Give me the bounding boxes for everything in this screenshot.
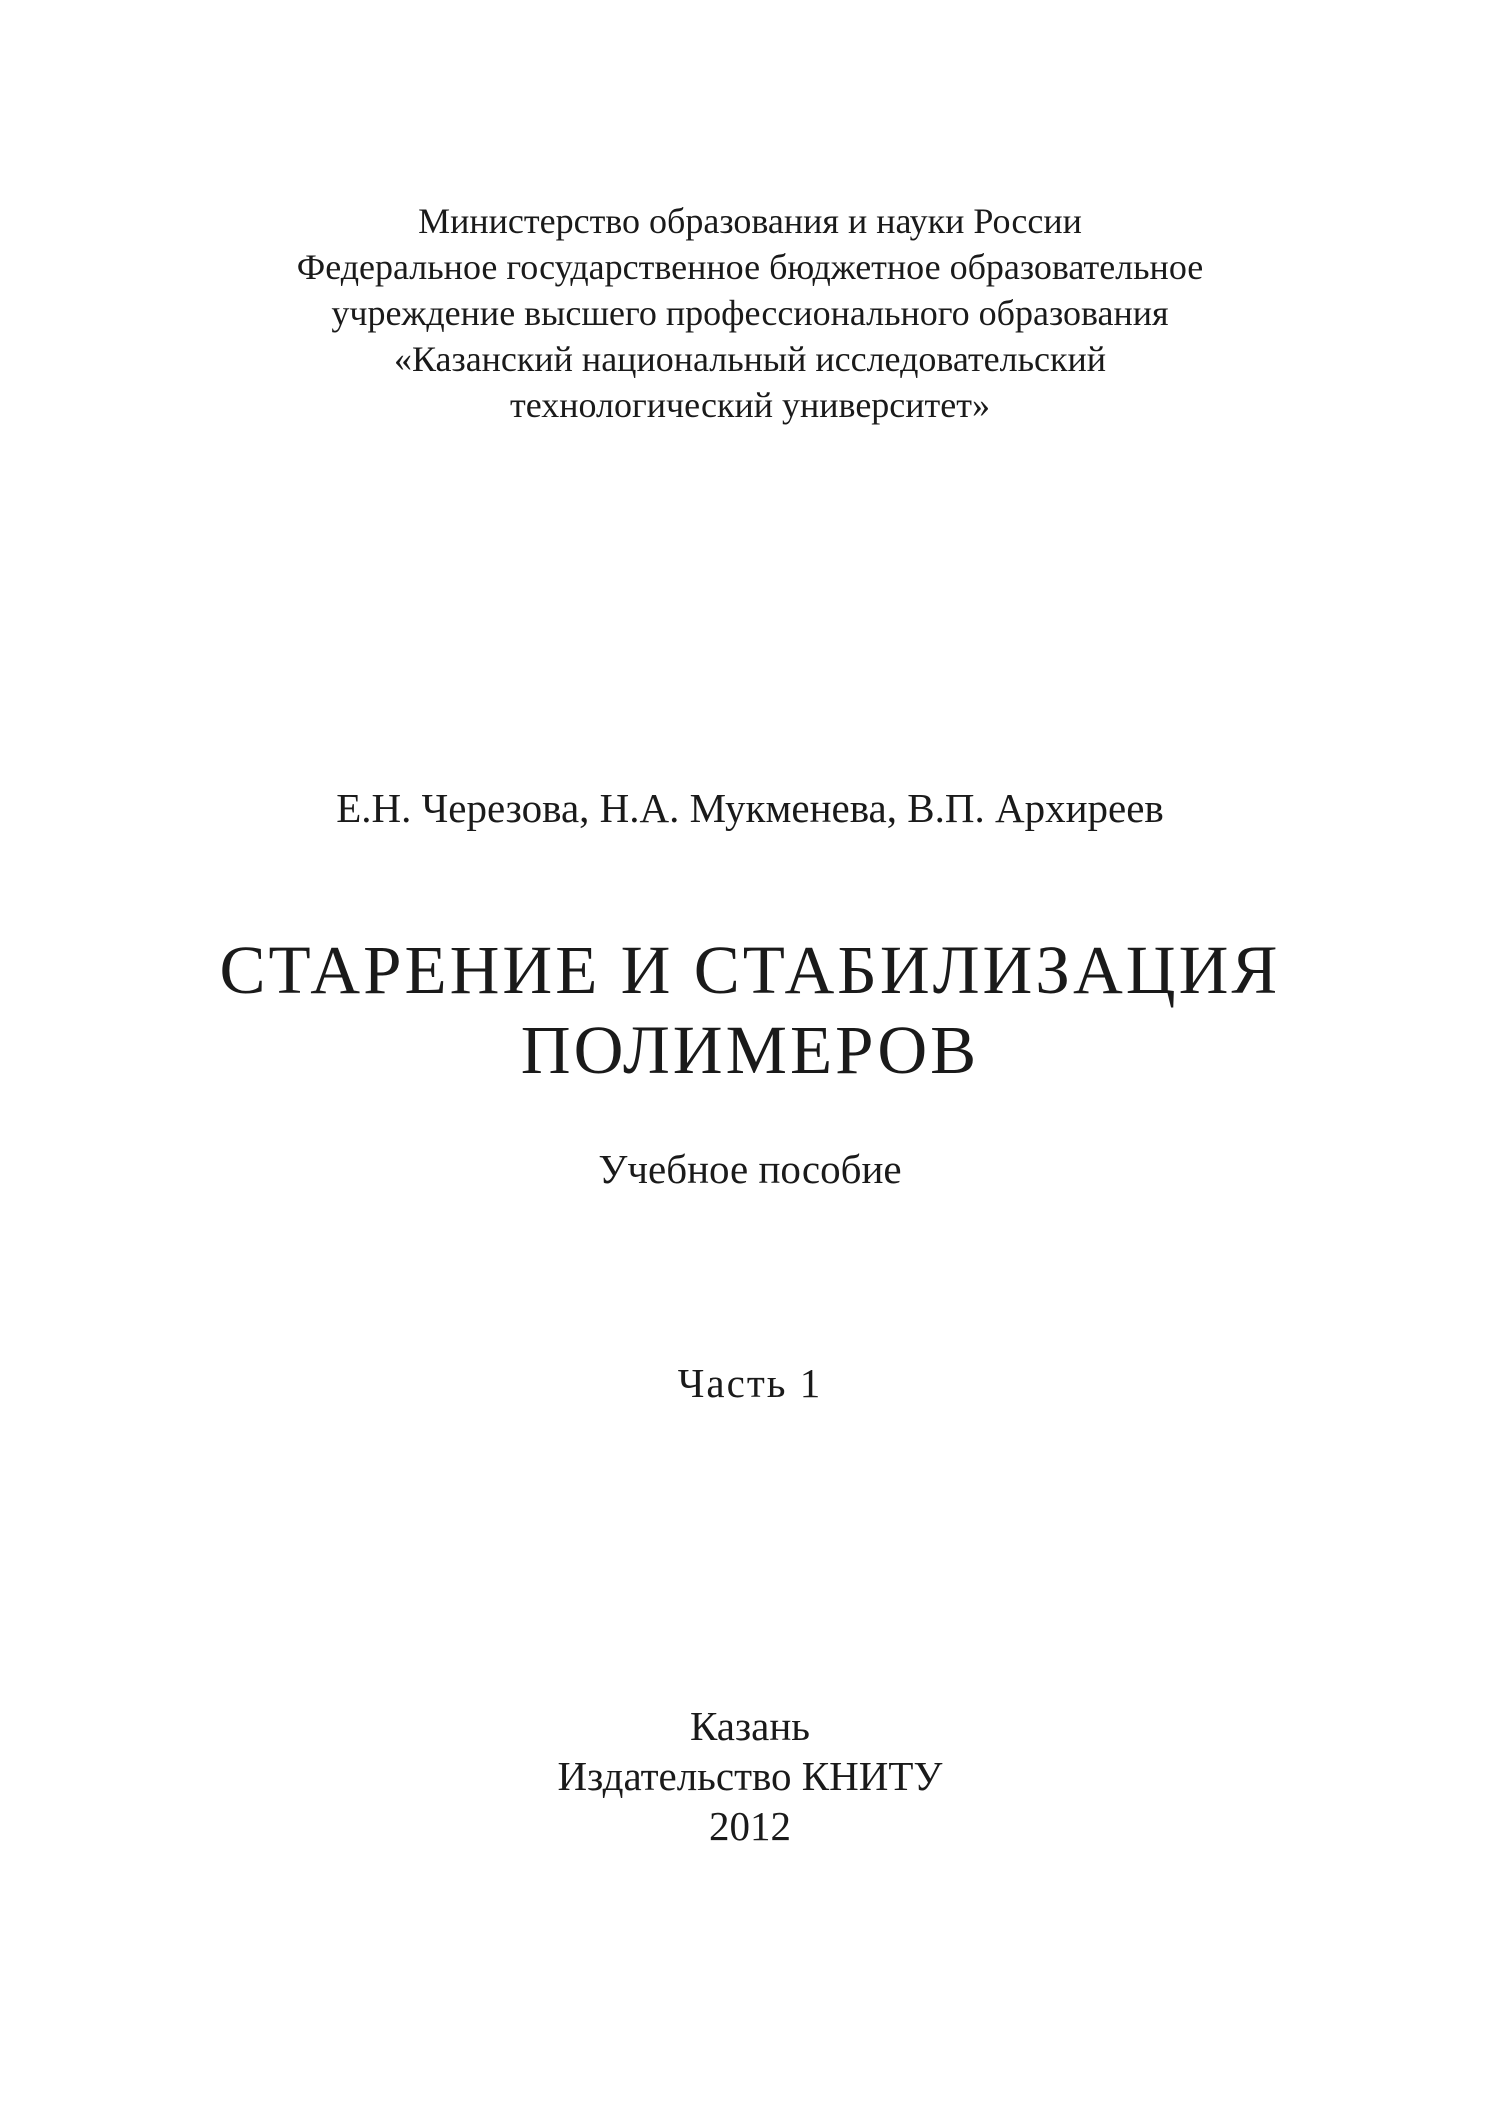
header-line-institution: учреждение высшего профессионального образования (331, 293, 1169, 333)
imprint-city: Казань (689, 1703, 811, 1749)
book-title-line-1: СТАРЕНИЕ И СТАБИЛИЗАЦИЯ (219, 932, 1281, 1008)
imprint-publisher: Издательство КНИТУ (557, 1753, 943, 1799)
book-title (0, 930, 1500, 1090)
book-part: Часть 1 (677, 1360, 823, 1406)
book-subtitle: Учебное пособие (598, 1146, 902, 1192)
authors: Е.Н. Черезова, Н.А. Мукменева, В.П. Архиреев (336, 785, 1164, 831)
header-line-university-cont: технологический университет» (510, 385, 990, 425)
book-title-line-2: ПОЛИМЕРОВ (520, 1012, 980, 1088)
institution-header (0, 198, 1500, 428)
header-line-federal: Федеральное государственное бюджетное образовательное (296, 247, 1204, 287)
header-line-ministry: Министерство образования и науки России (418, 201, 1082, 241)
imprint (0, 1701, 1500, 1851)
header-line-university: «Казанский национальный исследовательский (393, 339, 1107, 379)
imprint-year: 2012 (709, 1803, 791, 1849)
